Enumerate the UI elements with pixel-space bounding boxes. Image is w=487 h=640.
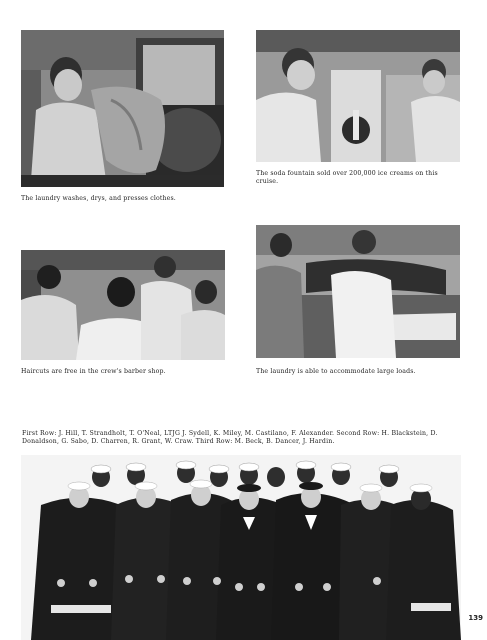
crew-names-caption: First Row: J. Hill, T. Strandholt, T. O'Neal, LTJG J. Sydell, K. Miley, M. Castilano, F. Alexander. Second Row: H. Blackstein, D. Donaldson, G. Sabo, D. Charren, R. Grant, W. Craw. Third Row: M. Beck, B. Dancer, J. Hardin.: [22, 430, 438, 445]
photo-crew-group: [21, 455, 461, 640]
page-number: 139: [468, 614, 483, 622]
photo-laundry-washes: [21, 30, 224, 187]
caption-barber-shop: Haircuts are free in the crew's barber shop.: [21, 368, 166, 375]
caption-laundry-washes: The laundry washes, drys, and presses clothes.: [21, 195, 176, 202]
caption-soda-fountain: The soda fountain sold over 200,000 ice creams on this cruise.: [256, 170, 438, 185]
photo-laundry-loads: [256, 225, 460, 358]
photo-soda-fountain: [256, 30, 460, 162]
caption-laundry-loads: The laundry is able to accommodate large loads.: [256, 368, 416, 375]
photo-barber-shop: [21, 250, 225, 360]
